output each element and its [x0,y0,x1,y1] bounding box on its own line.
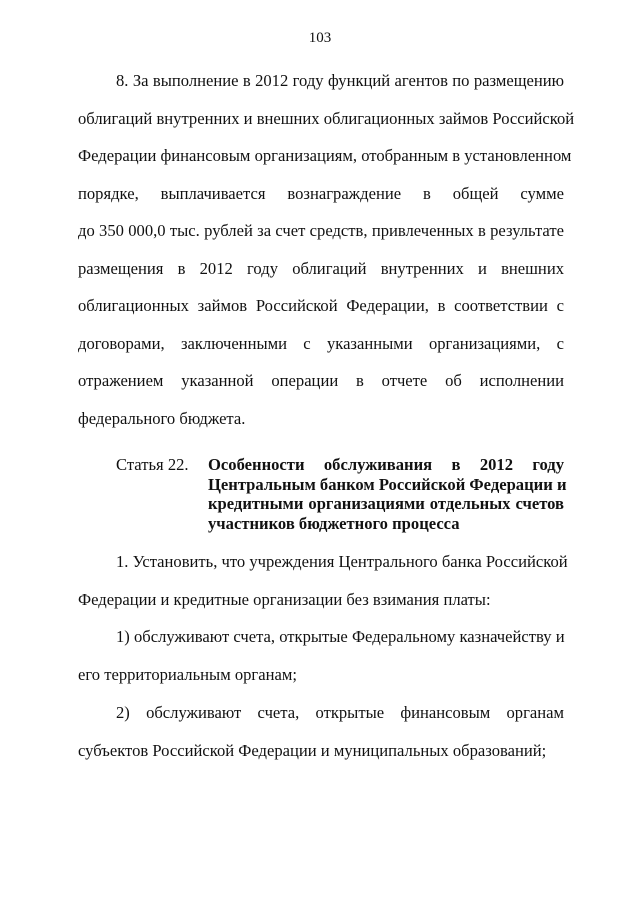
article-label: Статья 22. [116,455,189,474]
paragraph-line: договорами, заключенными с указанными организациями, с [78,333,564,353]
paragraph-line: 8. За выполнение в 2012 году функций агентов по размещению [116,71,564,90]
paragraph-line: до 350 000,0 тыс. рублей за счет средств, привлеченных в результате [78,221,564,240]
paragraph-line: 2) обслуживают счета, открытые финансовым органам [116,703,564,722]
paragraph-line: облигаций внутренних и внешних облигационных займов Российской [78,108,575,128]
paragraph-line: субъектов Российской Федерации и муниципальных образований; [78,740,547,760]
item-1 [78,618,564,693]
page-number: 103 [308,30,332,46]
paragraph-line: федерального бюджета. [78,408,246,428]
paragraph-line: облигационных займов Российской Федерации, в соответствии с [78,296,564,315]
paragraph-line: 1. Установить, что учреждения Центрального банка Российской [116,552,568,571]
article-title-line: кредитными организациями отдельных счетов [208,494,564,513]
paragraph-line: 1) обслуживают счета, открытые Федеральному казначейству и [116,627,565,646]
paragraph-line: Федерации и кредитные организации без взимания платы: [78,589,491,609]
paragraph-line: отражением указанной операции в отчете об исполнении [78,371,564,390]
article-title-line: участников бюджетного процесса [208,513,460,533]
article-title [208,455,567,533]
paragraph-8 [78,62,575,437]
clause-1 [78,543,568,618]
article-title-line: Особенности обслуживания в 2012 году [208,455,564,474]
article-title-line: Центральным банком Российской Федерации и [208,474,567,494]
item-2 [78,694,564,769]
paragraph-line: порядке, выплачивается вознаграждение в общей сумме [78,183,564,203]
paragraph-line: размещения в 2012 году облигаций внутренних и внешних [78,258,564,278]
paragraph-line: Федерации финансовым организациям, отобранным в установленном [78,146,572,165]
paragraph-line: его территориальным органам; [78,664,297,684]
